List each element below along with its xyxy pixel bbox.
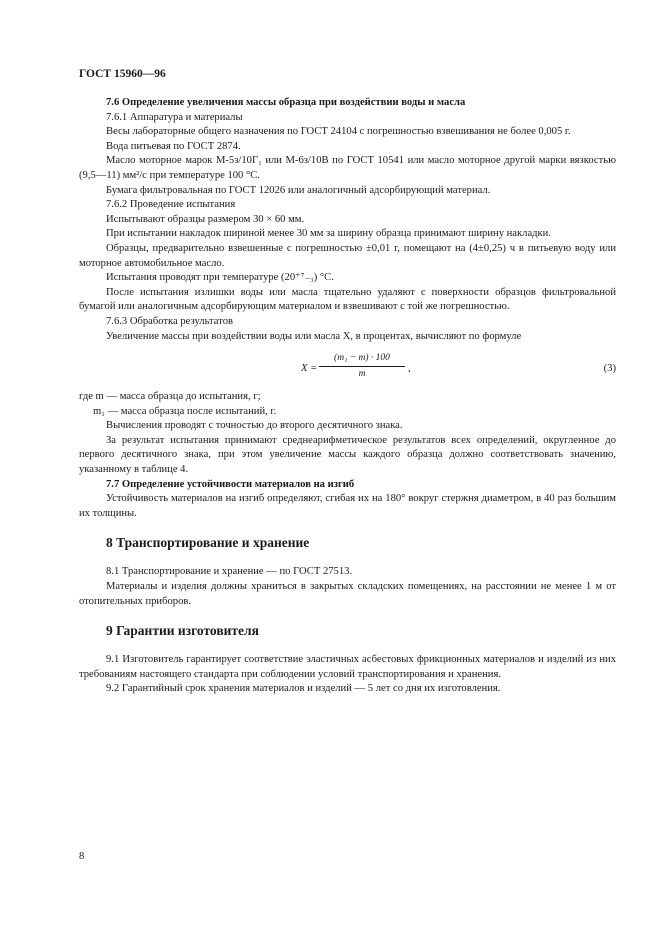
paragraph-bending: Устойчивость материалов на изгиб определяют, сгибая их на 180° вокруг стержня диаметром, в 40 раз большим их толщины.: [79, 493, 616, 519]
paragraph-samples: Образцы, предварительно взвешенные с погрешностью ±0,01 г, помещают на (4±0,25) ч в питьевую воду или моторное автомобильное масло.: [79, 242, 616, 269]
formula-lhs: X =: [301, 363, 318, 375]
section-8-heading: 8 Транспортирование и хранение: [106, 535, 310, 551]
paragraph-9-1: 9.1 Изготовитель гарантирует соответствие эластичных асбестовых фрикционных материалов и изделий из них требованиям настоящего стандарта при соблюдении условий транспортирования и хранения.: [79, 654, 616, 680]
paragraph-result: За результат испытания принимают среднеарифметическое результатов всех определений, округленное до первого десятичного знака, при этом увеличение массы каждого образца должно соответствовать значению, указанному в таблице 4.: [79, 434, 616, 476]
paragraph-9-2: 9.2 Гарантийный срок хранения материалов и изделий — 5 лет со дня их изготовления.: [106, 683, 501, 695]
paragraph-scales: Весы лабораторные общего назначения по ГОСТ 24104 с погрешностью взвешивания не более 0,005 г.: [106, 126, 571, 138]
paragraph-8-1: 8.1 Транспортирование и хранение — по ГОСТ 27513.: [106, 566, 353, 578]
formula-denominator: m: [358, 369, 366, 380]
section-7-7-title: 7.7 Определение устойчивости материалов на изгиб: [106, 478, 355, 490]
legend-m: где m — масса образца до испытания, г;: [79, 391, 261, 403]
subsection-7-6-2: 7.6.2 Проведение испытания: [106, 199, 236, 211]
legend-m1: m₁ — масса образца после испытаний, г.: [93, 405, 277, 417]
formula-numerator: (m₁ − m) · 100: [319, 352, 405, 367]
subsection-7-6-1: 7.6.1 Аппаратура и материалы: [106, 111, 243, 123]
paragraph-oil: Масло моторное марок М-5з/10Г₁ или М-6з/10В по ГОСТ 10541 или масло моторное другой марки вязкостью (9,5—11) мм²/с при температуре 100 °С.: [79, 155, 616, 181]
paragraph-precision: Вычисления проводят с точностью до второго десятичного знака.: [106, 420, 403, 432]
formula-comma: ,: [408, 363, 411, 375]
document-header: ГОСТ 15960—96: [79, 68, 166, 80]
section-9-heading: 9 Гарантии изготовителя: [106, 623, 259, 639]
paragraph-water: Вода питьевая по ГОСТ 2874.: [106, 140, 241, 152]
paragraph-mass-increase: Увеличение массы при воздействии воды или масла X, в процентах, вычисляют по формуле: [106, 330, 522, 342]
formula-fraction: [319, 352, 405, 381]
section-7-6-title: 7.6 Определение увеличения массы образца при воздействии воды и масла: [106, 97, 466, 108]
document-body: [79, 96, 616, 697]
subsection-7-6-3: 7.6.3 Обработка результатов: [106, 315, 233, 327]
formula-3: [79, 352, 616, 386]
paragraph-storage: Материалы и изделия должны храниться в закрытых складских помещениях, на расстоянии не менее 1 м от отопительных приборов.: [79, 581, 616, 607]
paragraph-temperature: Испытания проводят при температуре (20⁺⁷₋₃) °С.: [106, 272, 334, 284]
paragraph-pad-width: При испытании накладок шириной менее 30 мм за ширину образца принимают ширину накладки.: [106, 228, 551, 240]
page-number: 8: [79, 851, 85, 862]
paragraph-paper: Бумага фильтровальная по ГОСТ 12026 или аналогичный адсорбирующий материал.: [106, 184, 491, 196]
formula-number: (3): [603, 363, 616, 375]
paragraph-sample-size: Испытывают образцы размером 30 × 60 мм.: [106, 213, 305, 225]
paragraph-after-test: После испытания излишки воды или масла тщательно удаляют с поверхности образцов фильтровальной бумагой или аналогичным адсорбирующим материалом и взвешивают с той же погрешностью.: [79, 286, 616, 313]
